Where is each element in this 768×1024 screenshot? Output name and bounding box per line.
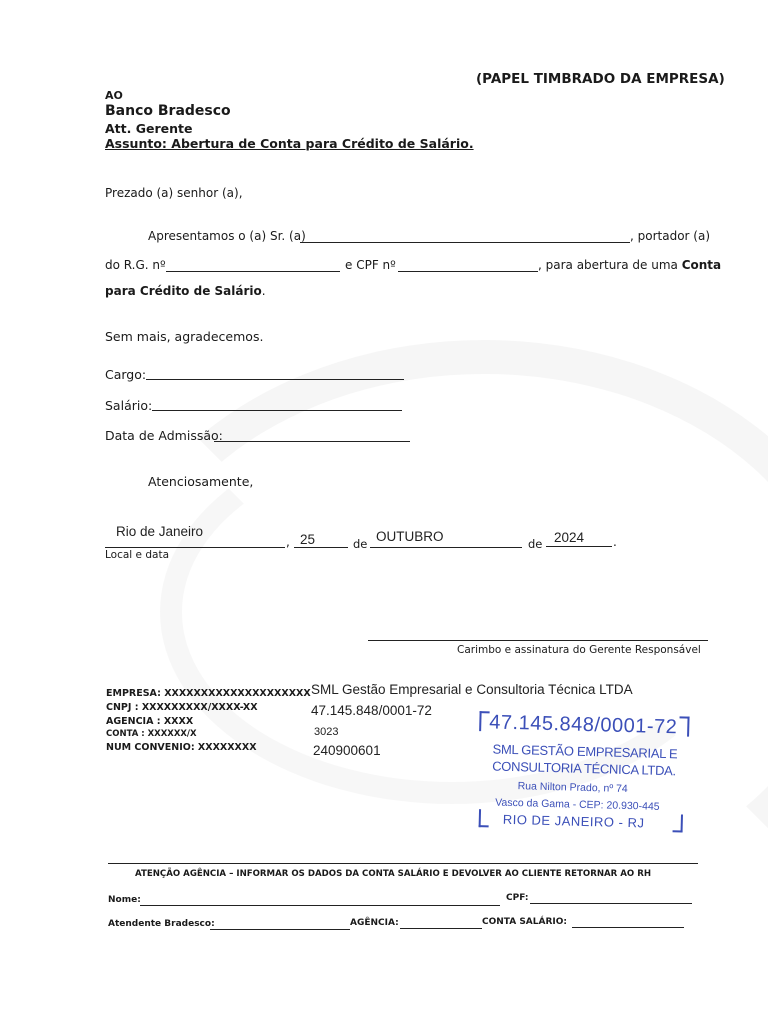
rg-blank-line[interactable] <box>166 271 340 272</box>
cpf-footer-label: CPF: <box>506 893 529 903</box>
name-blank-line[interactable] <box>300 242 630 243</box>
stamp-street: Rua Nilton Prado, nº 74 <box>517 780 628 796</box>
cargo-label: Cargo: <box>105 367 147 382</box>
agencia-footer-blank-line[interactable] <box>400 928 482 929</box>
conta-salario-blank-line[interactable] <box>572 927 684 928</box>
date-de-2: de <box>528 537 543 551</box>
cargo-blank-line[interactable] <box>146 379 404 380</box>
opening-text-bold: Conta <box>681 258 722 272</box>
empresa-label: EMPRESA: XXXXXXXXXXXXXXXXXXXX <box>106 688 311 699</box>
recipient-bank: Banco Bradesco <box>105 103 231 119</box>
opening-text <box>538 258 721 272</box>
day-blank-line[interactable] <box>294 547 348 548</box>
year-value: 2024 <box>554 530 585 545</box>
opening-text-plain: , para abertura de uma <box>538 258 678 272</box>
cpf-label: e CPF nº <box>345 258 396 272</box>
recipient-to: AO <box>105 89 123 102</box>
subject-line: Assunto: Abertura de Conta para Crédito de Salário. <box>105 136 474 151</box>
signature-label: Carimbo e assinatura do Gerente Responsável <box>457 644 701 656</box>
closing-text: Sem mais, agradecemos. <box>105 329 264 344</box>
greeting: Prezado (a) senhor (a), <box>105 186 243 200</box>
atendente-blank-line[interactable] <box>210 929 350 930</box>
salario-blank-line[interactable] <box>152 410 402 411</box>
stamp-bracket-top-left <box>479 711 490 731</box>
letterhead-placeholder: (PAPEL TIMBRADO DA EMPRESA) <box>476 71 725 87</box>
intro-text: Apresentamos o (a) Sr. (a) <box>148 229 306 243</box>
footer-divider <box>108 863 698 864</box>
agencia-label: AGENCIA : XXXX <box>106 716 194 727</box>
date-period: . <box>613 535 617 549</box>
admissao-blank-line[interactable] <box>214 441 410 442</box>
date-de-1: de <box>353 537 368 551</box>
month-blank-line[interactable] <box>370 547 522 548</box>
place-value: Rio de Janeiro <box>116 524 204 539</box>
rg-label: do R.G. nº <box>105 258 166 272</box>
nome-blank-line[interactable] <box>140 905 500 906</box>
stamp-bracket-bottom-left <box>479 809 489 827</box>
stamp-bracket-top-right <box>679 716 690 736</box>
cnpj-value: 47.145.848/0001-72 <box>311 703 432 718</box>
stamp-city: RIO DE JANEIRO - RJ <box>502 811 645 831</box>
footer-notice: ATENÇÃO AGÊNCIA – INFORMAR OS DADOS DA CONTA SALÁRIO E DEVOLVER AO CLIENTE RETORNAR AO RH <box>135 869 652 879</box>
stamp-district: Vasco da Gama - CEP: 20.930-445 <box>495 796 660 813</box>
month-value: OUTUBRO <box>376 529 444 544</box>
account-type-period: . <box>261 284 266 298</box>
regards-text: Atenciosamente, <box>148 474 254 489</box>
agencia-footer-label: AGÊNCIA: <box>350 918 399 928</box>
bearer-text: , portador (a) <box>630 229 711 243</box>
day-value: 25 <box>300 532 316 547</box>
stamp-name-line-2: CONSULTORIA TÉCNICA LTDA. <box>492 758 677 779</box>
date-comma: , <box>286 535 290 549</box>
year-blank-line[interactable] <box>546 546 612 547</box>
account-type-text <box>105 284 266 298</box>
convenio-label: NUM CONVENIO: XXXXXXXX <box>106 742 257 753</box>
cpf-blank-line[interactable] <box>398 271 538 272</box>
place-date-label: Local e data <box>105 549 169 561</box>
cnpj-label: CNPJ : XXXXXXXXX/XXXX-XX <box>106 702 258 713</box>
empresa-value: SML Gestão Empresarial e Consultoria Técnica LTDA <box>311 682 633 697</box>
recipient-att: Att. Gerente <box>105 121 193 136</box>
atendente-label: Atendente Bradesco: <box>108 919 215 929</box>
cpf-footer-blank-line[interactable] <box>530 903 692 904</box>
nome-label: Nome: <box>108 895 141 905</box>
agencia-value: 3023 <box>314 726 339 738</box>
stamp-cnpj: 47.145.848/0001-72 <box>489 711 678 739</box>
salario-label: Salário: <box>105 398 153 413</box>
convenio-value: 240900601 <box>313 743 381 758</box>
conta-salario-label: CONTA SALÁRIO: <box>482 917 568 927</box>
account-type-bold: para Crédito de Salário <box>105 284 262 298</box>
company-stamp <box>476 705 699 845</box>
admissao-label: Data de Admissão: <box>105 428 223 443</box>
signature-line[interactable] <box>368 640 708 641</box>
stamp-name-line-1: SML GESTÃO EMPRESARIAL E <box>492 741 678 762</box>
place-blank-line[interactable] <box>105 547 285 548</box>
stamp-bracket-bottom-right <box>673 814 683 832</box>
conta-label: CONTA : XXXXXX/X <box>106 729 197 739</box>
